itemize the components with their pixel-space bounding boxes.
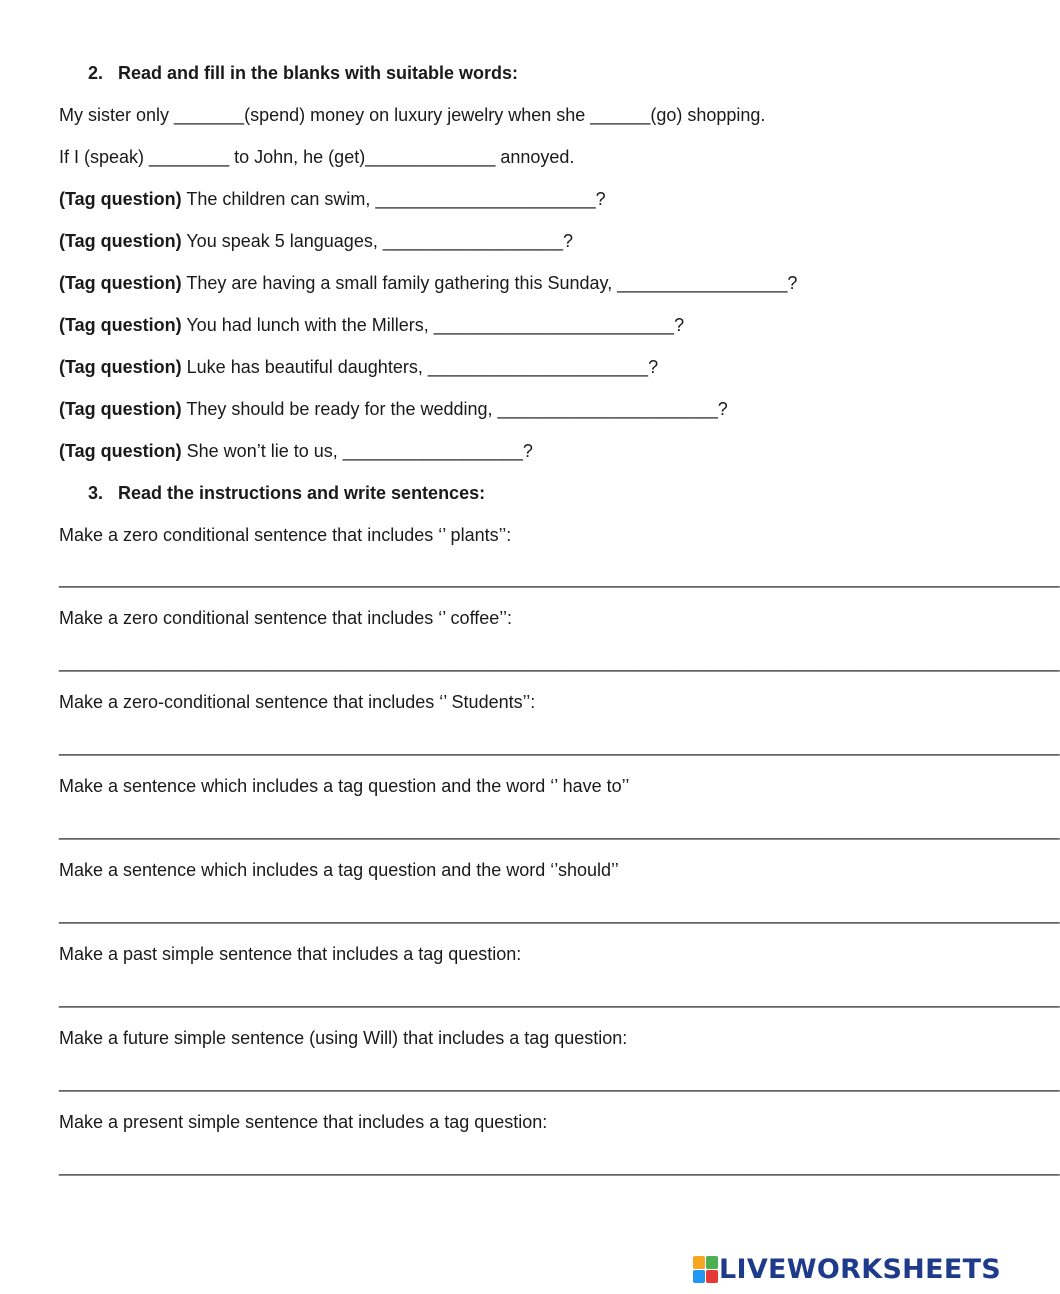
- writing-prompt: Make a sentence which includes a tag question and the word ‘’should’’: [59, 860, 619, 880]
- tag-question-item[interactable]: (Tag question) The children can swim, ______________________?: [59, 189, 606, 209]
- section-number: 2.: [88, 63, 104, 83]
- answer-line[interactable]: __________________________________________________________________________________________________: [59, 988, 1060, 1008]
- tag-question-item[interactable]: (Tag question) She won’t lie to us, __________________?: [59, 441, 533, 461]
- writing-prompt: Make a zero conditional sentence that includes ‘’ coffee’’:: [59, 608, 512, 628]
- tag-question-item[interactable]: (Tag question) They should be ready for the wedding, ______________________?: [59, 399, 728, 419]
- tag-question-item[interactable]: (Tag question) They are having a small family gathering this Sunday, _________________?: [59, 273, 798, 293]
- section-2-heading: [88, 62, 518, 84]
- answer-line[interactable]: __________________________________________________________________________________________________: [59, 904, 1060, 924]
- tag-question-label: (Tag question): [59, 315, 182, 335]
- answer-line[interactable]: __________________________________________________________________________________________________: [59, 652, 1060, 672]
- writing-prompt: Make a future simple sentence (using Will) that includes a tag question:: [59, 1028, 628, 1048]
- writing-prompt: Make a sentence which includes a tag question and the word ‘’ have to’’: [59, 776, 630, 796]
- tag-question-label: (Tag question): [59, 441, 182, 461]
- tag-question-label: (Tag question): [59, 231, 182, 251]
- tag-question-label: (Tag question): [59, 357, 182, 377]
- tag-question-label: (Tag question): [59, 273, 182, 293]
- answer-line[interactable]: __________________________________________________________________________________________________: [59, 1072, 1060, 1092]
- writing-prompt: Make a zero conditional sentence that includes ‘’ plants’’:: [59, 525, 512, 545]
- writing-prompt: Make a past simple sentence that includes a tag question:: [59, 944, 522, 964]
- section-title: Read and fill in the blanks with suitable words:: [118, 63, 519, 83]
- writing-prompt: Make a zero-conditional sentence that includes ‘’ Students’’:: [59, 692, 536, 712]
- answer-line[interactable]: __________________________________________________________________________________________________: [59, 568, 1060, 588]
- tag-question-label: (Tag question): [59, 189, 182, 209]
- section-number: 3.: [88, 483, 104, 503]
- answer-line[interactable]: __________________________________________________________________________________________________: [59, 820, 1060, 840]
- tag-question-item[interactable]: (Tag question) Luke has beautiful daughters, ______________________?: [59, 357, 659, 377]
- writing-prompt: Make a present simple sentence that includes a tag question:: [59, 1112, 548, 1132]
- tag-question-item[interactable]: (Tag question) You had lunch with the Millers, ________________________?: [59, 315, 685, 335]
- logo-text: LIVEWORKSHEETS: [719, 1253, 1002, 1285]
- answer-line[interactable]: __________________________________________________________________________________________________: [59, 1156, 1060, 1176]
- answer-line[interactable]: __________________________________________________________________________________________________: [59, 736, 1060, 756]
- liveworksheets-logo: [693, 1255, 1001, 1283]
- section-title: Read the instructions and write sentences:: [118, 483, 486, 503]
- fill-blank-item[interactable]: If I (speak) ________ to John, he (get)_____________ annoyed.: [59, 147, 575, 167]
- tag-question-item[interactable]: (Tag question) You speak 5 languages, __________________?: [59, 231, 574, 251]
- section-3-heading: [88, 482, 485, 504]
- tag-question-label: (Tag question): [59, 399, 182, 419]
- logo-mark-icon: [693, 1256, 717, 1282]
- fill-blank-item[interactable]: My sister only _______(spend) money on luxury jewelry when she ______(go) shopping.: [59, 105, 766, 125]
